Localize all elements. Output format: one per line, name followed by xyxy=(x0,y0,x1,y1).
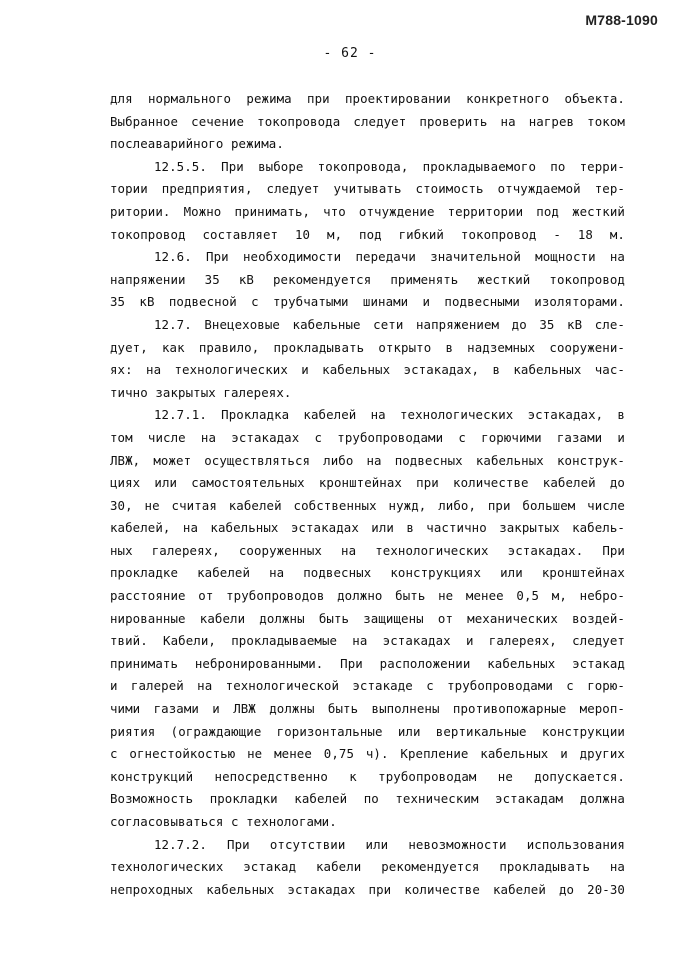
text-line: 30, не считая кабелей собственных нужд, либо, при большем числе xyxy=(110,497,625,513)
text-line: Возможность прокладки кабелей по техническим эстакадам должна xyxy=(110,791,625,807)
text-line: дует, как правило, прокладывать открыто в надземных сооружени- xyxy=(110,339,625,355)
text-line: принимать небронированными. При расположении кабельных эстакад xyxy=(110,655,625,671)
text-line: циях или самостоятельных кронштейнах при количестве кабелей до xyxy=(110,475,625,491)
text-line: непроходных кабельных эстакадах при количестве кабелей до 20-30 xyxy=(110,881,625,897)
text-line: 12.5.5. При выборе токопровода, прокладываемого по терри- xyxy=(154,158,625,174)
text-line: 12.6. При необходимости передачи значительной мощности на xyxy=(154,249,625,265)
text-line: кабелей, на кабельных эстакадах или в частично закрытых кабель- xyxy=(110,520,625,536)
text-line: ных галереях, сооруженных на технологических эстакадах. При xyxy=(110,542,625,558)
text-line: нированные кабели должны быть защищены от механических воздей- xyxy=(110,610,625,626)
text-line: 12.7.2. При отсутствии или невозможности использования xyxy=(154,836,625,852)
text-line: 35 кВ подвесной с трубчатыми шинами и подвесными изоляторами. xyxy=(110,294,625,310)
text-line: 12.7.1. Прокладка кабелей на технологических эстакадах, в xyxy=(154,407,625,423)
text-line: расстояние от трубопроводов должно быть не менее 0,5 м, небро- xyxy=(110,588,625,604)
text-line: и галерей на технологической эстакаде с трубопроводами с горю- xyxy=(110,678,625,694)
text-line: согласовываться с технологами. xyxy=(110,814,337,829)
text-line: напряжении 35 кВ рекомендуется применять жесткий токопровод xyxy=(110,271,625,287)
document-code: М788-1090 xyxy=(585,12,658,28)
text-line: ЛВЖ, может осуществляться либо на подвесных кабельных конструк- xyxy=(110,452,625,468)
text-line: токопровод составляет 10 м, под гибкий токопровод - 18 м. xyxy=(110,226,625,242)
text-line: Выбранное сечение токопровода следует проверить на нагрев током xyxy=(110,113,625,129)
text-line: для нормального режима при проектировании конкретного объекта. xyxy=(110,91,625,106)
text-line: тории предприятия, следует учитывать стоимость отчуждаемой тер- xyxy=(110,181,625,197)
text-line: конструкций непосредственно к трубопроводам не допускается. xyxy=(110,768,625,784)
text-line: том числе на эстакадах с трубопроводами с горючими газами и xyxy=(110,429,625,445)
text-line: ях: на технологических и кабельных эстакадах, в кабельных час- xyxy=(110,362,625,378)
text-line: послеаварийного режима. xyxy=(110,136,284,152)
text-line: технологических эстакад кабели рекомендуется прокладывать на xyxy=(110,859,625,875)
page-number: - 62 - xyxy=(323,46,377,61)
text-line: тично закрытых галереях. xyxy=(110,384,292,400)
text-line: риятия (ограждающие горизонтальные или вертикальные конструкции xyxy=(110,723,625,739)
text-line: чими газами и ЛВЖ должны быть выполнены противопожарные мероп- xyxy=(110,701,625,717)
text-line: прокладке кабелей на подвесных конструкциях или кронштейнах xyxy=(110,565,625,581)
text-line: 12.7. Внецеховые кабельные сети напряжением до 35 кВ сле- xyxy=(154,316,625,332)
document-body xyxy=(110,88,625,901)
text-line: с огнестойкостью не менее 0,75 ч). Крепление кабельных и других xyxy=(110,746,625,762)
text-line: ритории. Можно принимать, что отчуждение территории под жесткий xyxy=(110,203,625,219)
text-line: твий. Кабели, прокладываемые на эстакадах и галереях, следует xyxy=(110,633,625,649)
